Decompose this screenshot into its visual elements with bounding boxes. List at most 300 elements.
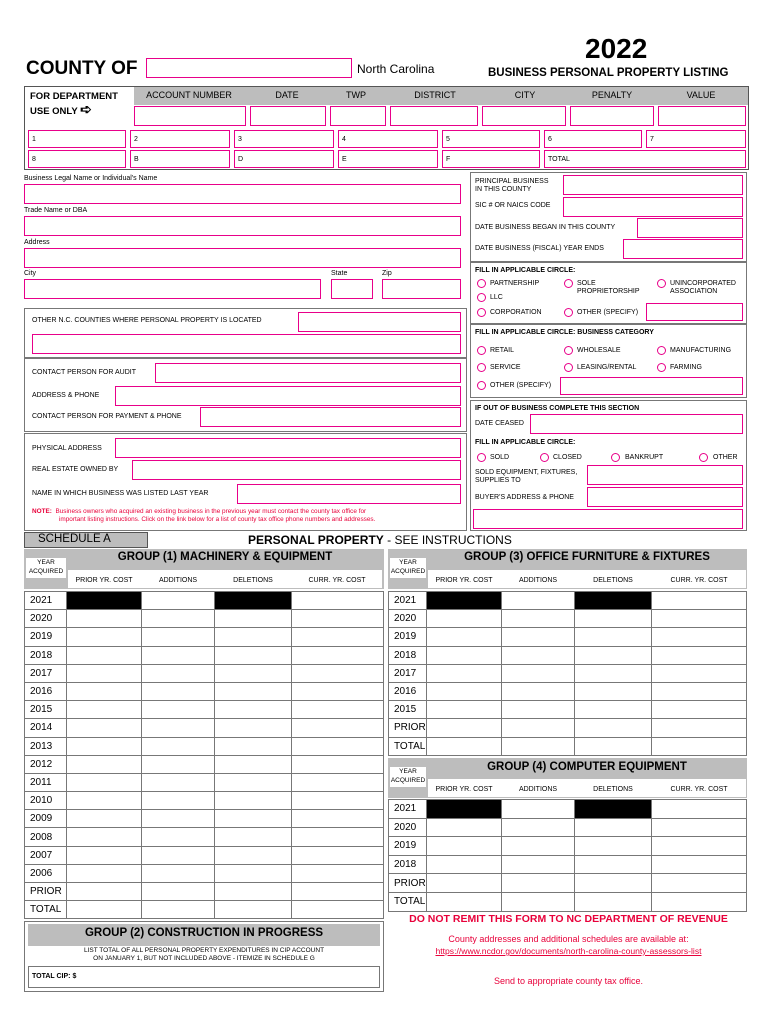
group3-value-cell[interactable]	[426, 737, 501, 755]
group1-row	[25, 646, 384, 664]
leasing-label: LEASING/RENTAL	[577, 364, 637, 371]
group1-value-cell[interactable]	[214, 810, 292, 828]
dept-box-6[interactable]	[544, 130, 642, 148]
date-began-field[interactable]	[637, 218, 743, 238]
legal-name-field[interactable]	[24, 184, 461, 204]
group1-value-cell[interactable]	[292, 664, 384, 682]
group3-value-cell[interactable]	[501, 592, 574, 610]
dept-box-8[interactable]	[28, 150, 126, 168]
group3-value-cell[interactable]	[501, 737, 574, 755]
group3-value-cell[interactable]	[652, 664, 747, 682]
farming-radio[interactable]	[657, 363, 666, 372]
group4-row	[389, 818, 747, 837]
group1-value-cell[interactable]	[292, 701, 384, 719]
group4-value-cell[interactable]	[426, 818, 501, 837]
schedule-title: PERSONAL PROPERTY - SEE INSTRUCTIONS	[248, 533, 512, 547]
group3-value-cell	[426, 592, 501, 610]
group3-value-cell[interactable]	[652, 682, 747, 700]
wholesale-radio[interactable]	[564, 346, 573, 355]
group1-title: GROUP (1) MACHINERY & EQUIPMENT	[117, 551, 333, 563]
group1-value-cell[interactable]	[141, 773, 214, 791]
closed-radio[interactable]	[540, 453, 549, 462]
name-listed-field[interactable]	[237, 484, 461, 504]
group1-value-cell[interactable]	[66, 846, 141, 864]
arrow-right-icon: ➪	[80, 101, 92, 117]
group1-value-cell	[66, 592, 141, 610]
group1-value-cell[interactable]	[292, 646, 384, 664]
group1-value-cell[interactable]	[66, 646, 141, 664]
col-twp: TWP	[346, 90, 366, 100]
partnership-radio[interactable]	[477, 279, 486, 288]
group1-value-cell[interactable]	[214, 864, 292, 882]
group4-year-cell: PRIOR	[389, 874, 427, 893]
group1-value-cell[interactable]	[141, 755, 214, 773]
group4-value-cell	[574, 800, 652, 819]
group1-value-cell[interactable]	[141, 901, 214, 919]
group3-col-prior: PRIOR YR. COST	[435, 577, 493, 584]
fiscal-year-label: DATE BUSINESS (FISCAL) YEAR ENDS	[475, 245, 604, 252]
group3-value-cell[interactable]	[652, 646, 747, 664]
group4-value-cell[interactable]	[426, 874, 501, 893]
state-field[interactable]	[331, 279, 373, 299]
other-specify-radio[interactable]	[564, 308, 573, 317]
group1-row	[25, 592, 384, 610]
group1-value-cell[interactable]	[214, 664, 292, 682]
zip-label: Zip	[382, 270, 392, 277]
group3-value-cell[interactable]	[652, 701, 747, 719]
group1-value-cell[interactable]	[66, 883, 141, 901]
group1-value-cell[interactable]	[292, 883, 384, 901]
group4-row	[389, 874, 747, 893]
corporation-radio[interactable]	[477, 308, 486, 317]
group1-row	[25, 792, 384, 810]
partnership-label: PARTNERSHIP	[490, 280, 540, 287]
fill-circle-label: FILL IN APPLICABLE CIRCLE:	[475, 267, 576, 274]
bankrupt-radio[interactable]	[611, 453, 620, 462]
group4-value-cell[interactable]	[501, 837, 574, 856]
group2-title: GROUP (2) CONSTRUCTION IN PROGRESS	[84, 927, 324, 939]
principal-business-field[interactable]	[563, 175, 743, 195]
group1-year-cell: 2021	[25, 592, 67, 610]
manufacturing-radio[interactable]	[657, 346, 666, 355]
group1-value-cell[interactable]	[141, 646, 214, 664]
dept-box-5[interactable]	[442, 130, 540, 148]
group1-value-cell[interactable]	[292, 828, 384, 846]
dept-box-7[interactable]	[646, 130, 746, 148]
group3-row	[389, 610, 747, 628]
other-counties-field-2[interactable]	[32, 334, 461, 354]
group1-value-cell[interactable]	[141, 701, 214, 719]
group1-value-cell[interactable]	[66, 719, 141, 737]
col-city: CITY	[514, 90, 536, 100]
date-ceased-field[interactable]	[530, 414, 743, 434]
group3-value-cell[interactable]	[574, 664, 652, 682]
county-name-field[interactable]	[146, 58, 352, 78]
group1-value-cell[interactable]	[214, 883, 292, 901]
group4-value-cell[interactable]	[574, 892, 652, 911]
group1-value-cell[interactable]	[66, 773, 141, 791]
group3-year-cell: 2020	[389, 610, 427, 628]
bankrupt-label: BANKRUPT	[625, 454, 664, 461]
address-field[interactable]	[24, 248, 461, 268]
group1-value-cell[interactable]	[66, 610, 141, 628]
group1-value-cell[interactable]	[66, 628, 141, 646]
group3-value-cell[interactable]	[652, 737, 747, 755]
group4-value-cell[interactable]	[426, 855, 501, 874]
group1-value-cell[interactable]	[292, 755, 384, 773]
dept-use-label: FOR DEPARTMENT USE ONLY ➪	[30, 91, 118, 117]
group3-value-cell[interactable]	[426, 719, 501, 737]
group1-value-cell[interactable]	[214, 737, 292, 755]
group1-value-cell[interactable]	[66, 792, 141, 810]
group3-value-cell[interactable]	[574, 646, 652, 664]
group4-row	[389, 837, 747, 856]
group1-value-cell[interactable]	[214, 773, 292, 791]
group4-col-prior: PRIOR YR. COST	[435, 786, 493, 793]
group1-year-cell: 2020	[25, 610, 67, 628]
other-category-radio[interactable]	[477, 381, 486, 390]
group1-value-cell[interactable]	[66, 701, 141, 719]
schedule-label: SCHEDULE A	[38, 533, 111, 545]
city-field[interactable]	[24, 279, 321, 299]
group4-value-cell[interactable]	[426, 837, 501, 856]
group3-year-cell: 2019	[389, 628, 427, 646]
group3-title: GROUP (3) OFFICE FURNITURE & FIXTURES	[464, 551, 710, 563]
group4-value-cell[interactable]	[574, 818, 652, 837]
dept-box-total[interactable]	[544, 150, 746, 168]
group3-row	[389, 737, 747, 755]
note-text: NOTE: Business owners who acquired an existing business in the previous year must contact the county tax office for important listing instructions. Click on the link below for a list of county tax office phone numbers and addresses.	[32, 508, 376, 523]
group1-year-cell: 2011	[25, 773, 67, 791]
real-estate-label: REAL ESTATE OWNED BY	[32, 466, 119, 473]
group1-year-cell: 2014	[25, 719, 67, 737]
group3-value-cell[interactable]	[652, 592, 747, 610]
group1-value-cell[interactable]	[214, 792, 292, 810]
group1-row	[25, 755, 384, 773]
group3-col-additions: ADDITIONS	[518, 577, 558, 584]
physical-address-field[interactable]	[115, 438, 461, 458]
group1-value-cell[interactable]	[66, 901, 141, 919]
group3-value-cell[interactable]	[652, 719, 747, 737]
group3-value-cell[interactable]	[501, 646, 574, 664]
group4-value-cell[interactable]	[426, 892, 501, 911]
group4-year-cell: 2020	[389, 818, 427, 837]
group1-value-cell[interactable]	[141, 628, 214, 646]
group3-year-cell: 2016	[389, 682, 427, 700]
group1-year-cell: 2013	[25, 737, 67, 755]
contact-audit-field[interactable]	[155, 363, 461, 383]
group1-value-cell[interactable]	[292, 592, 384, 610]
group1-value-cell[interactable]	[214, 628, 292, 646]
twp-field[interactable]	[330, 106, 386, 126]
group1-year-cell: 2015	[25, 701, 67, 719]
group3-value-cell[interactable]	[426, 664, 501, 682]
group1-value-cell[interactable]	[141, 864, 214, 882]
group3-value-cell[interactable]	[426, 682, 501, 700]
group1-col-prior: PRIOR YR. COST	[75, 577, 133, 584]
group1-value-cell[interactable]	[292, 737, 384, 755]
group3-row	[389, 664, 747, 682]
buyers-address-label: BUYER'S ADDRESS & PHONE	[475, 494, 574, 501]
trade-name-field[interactable]	[24, 216, 461, 236]
group1-value-cell[interactable]	[141, 883, 214, 901]
group4-value-cell[interactable]	[652, 837, 747, 856]
group1-year-cell: 2018	[25, 646, 67, 664]
group1-value-cell[interactable]	[66, 664, 141, 682]
group1-row	[25, 773, 384, 791]
group4-year-label: YEAR ACQUIRED	[390, 767, 426, 787]
group3-value-cell[interactable]	[426, 646, 501, 664]
fiscal-year-field[interactable]	[623, 239, 743, 259]
group4-value-cell[interactable]	[501, 800, 574, 819]
group1-value-cell[interactable]	[141, 664, 214, 682]
district-field[interactable]	[390, 106, 478, 126]
group3-row	[389, 682, 747, 700]
group3-row	[389, 628, 747, 646]
group3-value-cell[interactable]	[501, 682, 574, 700]
group1-value-cell[interactable]	[141, 719, 214, 737]
zip-field[interactable]	[382, 279, 461, 299]
group4-value-cell[interactable]	[652, 855, 747, 874]
group1-row	[25, 864, 384, 882]
group3-year-cell: TOTAL	[389, 737, 427, 755]
dept-box-b[interactable]	[130, 150, 230, 168]
address-phone-field[interactable]	[115, 386, 461, 406]
group1-year-cell: 2010	[25, 792, 67, 810]
group3-value-cell[interactable]	[501, 701, 574, 719]
group1-col-curr: CURR. YR. COST	[308, 577, 366, 584]
llc-radio[interactable]	[477, 293, 486, 302]
group3-value-cell[interactable]	[426, 701, 501, 719]
group4-value-cell[interactable]	[652, 818, 747, 837]
group1-row	[25, 810, 384, 828]
group4-value-cell[interactable]	[501, 855, 574, 874]
address-label: Address	[24, 239, 50, 246]
service-radio[interactable]	[477, 363, 486, 372]
group1-value-cell[interactable]	[66, 755, 141, 773]
other-counties-field-1[interactable]	[298, 312, 461, 332]
group1-value-cell[interactable]	[214, 646, 292, 664]
dept-box-f[interactable]	[442, 150, 540, 168]
group4-value-cell[interactable]	[501, 874, 574, 893]
sole-proprietorship-radio[interactable]	[564, 279, 573, 288]
dept-box-e[interactable]	[338, 150, 438, 168]
group4-year-cell: 2021	[389, 800, 427, 819]
dept-box-3[interactable]	[234, 130, 334, 148]
group1-row	[25, 737, 384, 755]
group3-table	[388, 591, 747, 756]
form-title: BUSINESS PERSONAL PROPERTY LISTING	[488, 67, 729, 79]
group1-value-cell[interactable]	[141, 828, 214, 846]
col-account-number: ACCOUNT NUMBER	[146, 90, 232, 100]
group3-value-cell[interactable]	[426, 610, 501, 628]
dept-box-2[interactable]	[130, 130, 230, 148]
group1-value-cell[interactable]	[214, 755, 292, 773]
date-began-label: DATE BUSINESS BEGAN IN THIS COUNTY	[475, 224, 616, 231]
group3-value-cell[interactable]	[574, 719, 652, 737]
dept-label-e: E	[342, 156, 347, 163]
group4-value-cell	[426, 800, 501, 819]
county-addresses-text: County addresses and additional schedules are available at:	[448, 934, 689, 944]
leasing-radio[interactable]	[564, 363, 573, 372]
unincorporated-radio[interactable]	[657, 279, 666, 288]
other-status-radio[interactable]	[699, 453, 708, 462]
group3-value-cell[interactable]	[574, 737, 652, 755]
group1-value-cell[interactable]	[214, 682, 292, 700]
date-ceased-label: DATE CEASED	[475, 420, 524, 427]
group1-value-cell[interactable]	[141, 810, 214, 828]
send-to-text: Send to appropriate county tax office.	[494, 976, 643, 986]
group3-value-cell[interactable]	[426, 628, 501, 646]
group3-value-cell[interactable]	[574, 610, 652, 628]
other-category-field[interactable]	[560, 377, 743, 395]
group1-value-cell[interactable]	[292, 773, 384, 791]
group1-year-cell: PRIOR	[25, 883, 67, 901]
county-assessors-link[interactable]: https://www.ncdor.gov/documents/north-carolina-county-assessors-list	[435, 946, 702, 956]
other-specify-field[interactable]	[646, 303, 743, 321]
group1-year-cell: 2012	[25, 755, 67, 773]
retail-label: RETAIL	[490, 347, 514, 354]
group1-row	[25, 682, 384, 700]
group1-value-cell[interactable]	[292, 682, 384, 700]
group1-row	[25, 846, 384, 864]
group1-value-cell[interactable]	[141, 592, 214, 610]
corporation-label: CORPORATION	[490, 309, 542, 316]
sold-equipment-field[interactable]	[587, 465, 743, 485]
group1-year-cell: TOTAL	[25, 901, 67, 919]
group4-year-cell: 2019	[389, 837, 427, 856]
group3-col-deletions: DELETIONS	[593, 577, 633, 584]
col-value: VALUE	[686, 90, 716, 100]
sole-proprietorship-label: SOLE PROPRIETORSHIP	[577, 280, 640, 295]
group4-value-cell[interactable]	[652, 874, 747, 893]
group1-value-cell[interactable]	[292, 719, 384, 737]
manufacturing-label: MANUFACTURING	[670, 347, 732, 354]
other-counties-label: OTHER N.C. COUNTIES WHERE PERSONAL PROPERTY IS LOCATED	[32, 317, 262, 324]
group1-value-cell[interactable]	[66, 810, 141, 828]
group1-value-cell[interactable]	[292, 846, 384, 864]
group1-value-cell[interactable]	[214, 701, 292, 719]
penalty-field[interactable]	[570, 106, 654, 126]
dept-label-6: 6	[548, 136, 552, 143]
group3-value-cell[interactable]	[574, 682, 652, 700]
group1-value-cell[interactable]	[214, 719, 292, 737]
group1-value-cell[interactable]	[66, 828, 141, 846]
other-category-label: OTHER (SPECIFY)	[490, 382, 552, 389]
dept-box-1[interactable]	[28, 130, 126, 148]
city-code-field[interactable]	[482, 106, 566, 126]
group1-value-cell[interactable]	[141, 737, 214, 755]
farming-label: FARMING	[670, 364, 702, 371]
group3-value-cell[interactable]	[574, 628, 652, 646]
sold-radio[interactable]	[477, 453, 486, 462]
date-field[interactable]	[250, 106, 326, 126]
real-estate-field[interactable]	[132, 460, 461, 480]
group1-row	[25, 701, 384, 719]
service-label: SERVICE	[490, 364, 521, 371]
dept-box-d[interactable]	[234, 150, 334, 168]
group1-value-cell[interactable]	[214, 828, 292, 846]
group1-value-cell[interactable]	[141, 610, 214, 628]
group1-value-cell[interactable]	[66, 682, 141, 700]
group1-value-cell[interactable]	[141, 846, 214, 864]
group1-year-cell: 2009	[25, 810, 67, 828]
group1-year-cell: 2006	[25, 864, 67, 882]
group3-value-cell[interactable]	[652, 628, 747, 646]
group3-row	[389, 592, 747, 610]
account-number-field[interactable]	[134, 106, 246, 126]
group4-value-cell[interactable]	[574, 874, 652, 893]
group1-value-cell[interactable]	[214, 610, 292, 628]
sic-field[interactable]	[563, 197, 743, 217]
group3-value-cell[interactable]	[501, 610, 574, 628]
group1-value-cell[interactable]	[66, 864, 141, 882]
group1-col-deletions: DELETIONS	[233, 577, 273, 584]
group4-value-cell[interactable]	[501, 818, 574, 837]
group1-value-cell[interactable]	[292, 810, 384, 828]
group3-value-cell[interactable]	[652, 610, 747, 628]
group1-value-cell[interactable]	[292, 628, 384, 646]
dept-label-total: TOTAL	[548, 156, 570, 163]
group1-value-cell[interactable]	[141, 682, 214, 700]
group1-value-cell[interactable]	[66, 737, 141, 755]
dept-label-3: 3	[238, 136, 242, 143]
group1-value-cell	[214, 592, 292, 610]
group3-value-cell[interactable]	[501, 664, 574, 682]
group1-value-cell[interactable]	[292, 610, 384, 628]
col-date: DATE	[275, 90, 299, 100]
closed-label: CLOSED	[553, 454, 582, 461]
group3-value-cell[interactable]	[501, 628, 574, 646]
group1-table	[24, 591, 384, 919]
retail-radio[interactable]	[477, 346, 486, 355]
category-title: FILL IN APPLICABLE CIRCLE: BUSINESS CATEGORY	[475, 329, 654, 336]
group4-col-curr: CURR. YR. COST	[670, 786, 728, 793]
group1-value-cell[interactable]	[214, 846, 292, 864]
group4-value-cell[interactable]	[652, 892, 747, 911]
dept-label-7: 7	[650, 136, 654, 143]
principal-business-label: PRINCIPAL BUSINESS IN THIS COUNTY	[475, 178, 549, 193]
group1-value-cell[interactable]	[292, 864, 384, 882]
state-label: North Carolina	[357, 62, 435, 76]
group4-value-cell[interactable]	[652, 800, 747, 819]
value-field[interactable]	[658, 106, 746, 126]
contact-payment-field[interactable]	[200, 407, 461, 427]
county-of-label: COUNTY OF	[26, 58, 138, 79]
group1-value-cell[interactable]	[214, 901, 292, 919]
group4-year-cell: TOTAL	[389, 892, 427, 911]
group1-value-cell[interactable]	[141, 792, 214, 810]
out-of-business-title: IF OUT OF BUSINESS COMPLETE THIS SECTION	[475, 405, 640, 412]
group3-row	[389, 719, 747, 737]
group3-col-curr: CURR. YR. COST	[670, 577, 728, 584]
group3-year-cell: 2018	[389, 646, 427, 664]
name-listed-label: NAME IN WHICH BUSINESS WAS LISTED LAST YEAR	[32, 490, 209, 497]
group4-value-cell[interactable]	[501, 892, 574, 911]
buyers-address-field-2[interactable]	[473, 509, 743, 529]
group4-value-cell[interactable]	[574, 837, 652, 856]
group3-row	[389, 701, 747, 719]
group1-value-cell[interactable]	[292, 792, 384, 810]
other-status-label: OTHER	[713, 454, 738, 461]
group1-value-cell[interactable]	[292, 901, 384, 919]
group3-value-cell[interactable]	[501, 719, 574, 737]
buyers-address-field-1[interactable]	[587, 487, 743, 507]
group3-year-cell: 2021	[389, 592, 427, 610]
dept-box-4[interactable]	[338, 130, 438, 148]
group4-value-cell[interactable]	[574, 855, 652, 874]
group3-value-cell[interactable]	[574, 701, 652, 719]
